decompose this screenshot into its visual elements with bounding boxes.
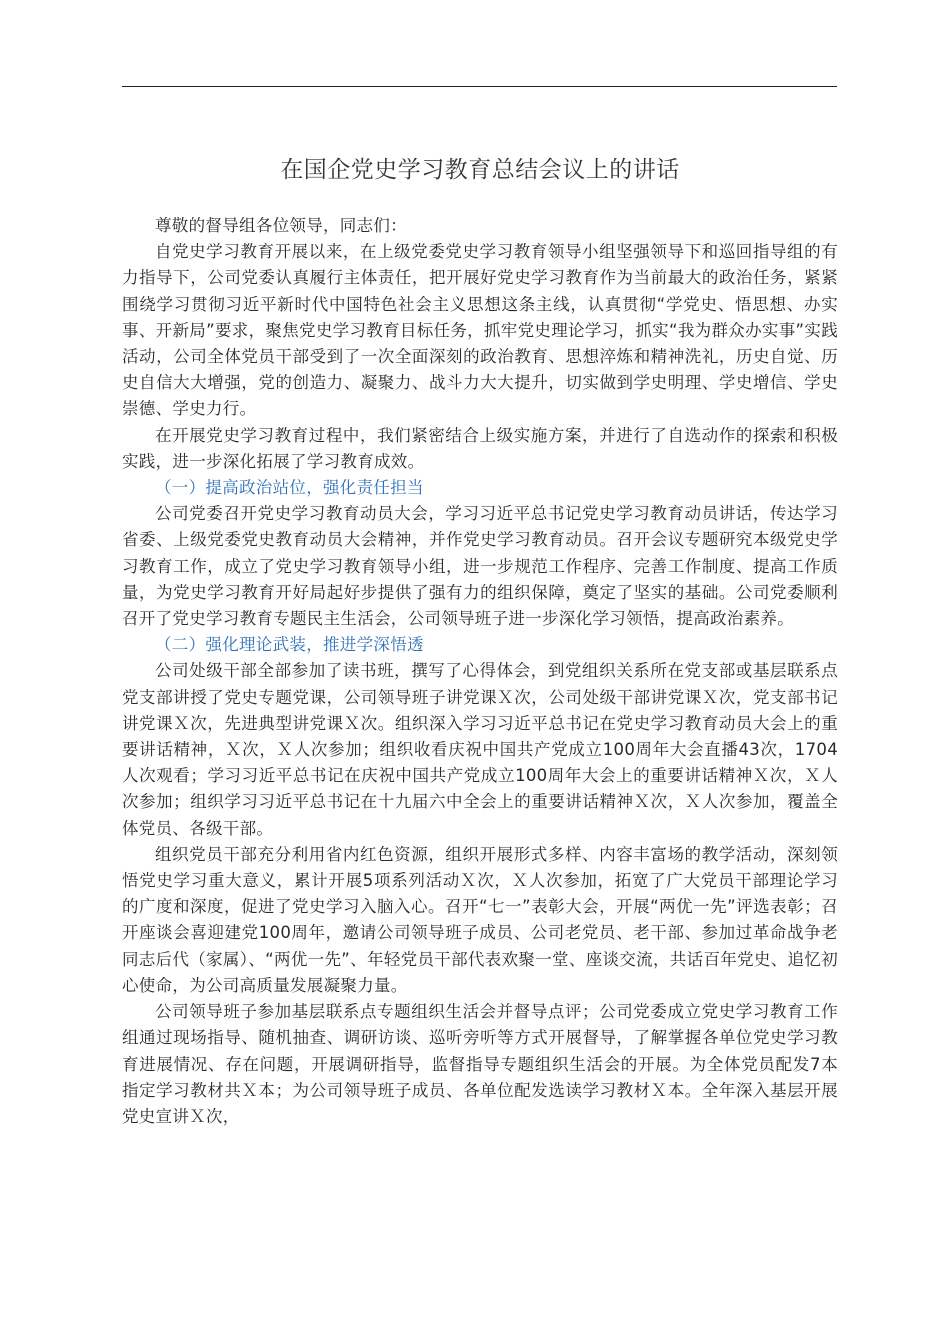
document-title: 在国企党史学习教育总结会议上的讲话 bbox=[280, 157, 680, 183]
paragraph-section-2-a: 公司处级干部全部参加了读书班，撰写了心得体会，到党组织关系所在党支部或基层联系点党支部讲授了党史专题党课，公司领导班子讲党课Ｘ次，公司处级干部讲党课Ｘ次，党支部书记讲党课Ｘ次，先进典型讲党课Ｘ次。组织深入学习习近平总书记在党史学习教育动员大会上的重要讲话精神，Ｘ次，Ｘ人次参加；组织收看庆祝中国共产党成立100周年大会直播43次，1704人次观看；学习习近平总书记在庆祝中国共产党成立100周年大会上的重要讲话精神Ｘ次，Ｘ人次参加；组织学习习近平总书记在十九届六中全会上的重要讲话精神Ｘ次，Ｘ人次参加，覆盖全体党员、各级干部。 bbox=[122, 661, 838, 838]
paragraph-overview: 在开展党史学习教育过程中，我们紧密结合上级实施方案，并进行了自选动作的探索和积极实践，进一步深化拓展了学习教育成效。 bbox=[122, 425, 838, 471]
greeting: 尊敬的督导组各位领导，同志们： bbox=[155, 216, 407, 235]
paragraph-section-2-c: 公司领导班子参加基层联系点专题组织生活会并督导点评；公司党委成立党史学习教育工作组通过现场指导、随机抽查、调研访谈、巡听旁听等方式开展督导，了解掌握各单位党史学习教育进展情况、存在问题，开展调研指导，监督指导专题组织生活会的开展。为全体党员配发7本指定学习教材共Ｘ本；为公司领导班子成员、各单位配发选读学习教材Ｘ本。全年深入基层开展党史宣讲Ｘ次， bbox=[122, 1002, 838, 1126]
paragraph-intro: 自党史学习教育开展以来，在上级党委党史学习教育领导小组坚强领导下和巡回指导组的有力指导下，公司党委认真履行主体责任，把开展好党史学习教育作为当前最大的政治任务，紧紧围绕学习贯彻习近平新时代中国特色社会主义思想这条主线，认真贯彻“学党史、悟思想、办实事、开新局”要求，聚焦党史学习教育目标任务，抓牢党史理论学习，抓实“我为群众办实事”实践活动，公司全体党员干部受到了一次全面深刻的政治教育、思想淬炼和精神洗礼，历史自觉、历史自信大大增强，党的创造力、凝聚力、战斗力大大提升，切实做到学史明理、学史增信、学史崇德、学史力行。 bbox=[122, 242, 838, 419]
paragraph-section-1: 公司党委召开党史学习教育动员大会，学习习近平总书记党史学习教育动员讲话，传达学习省委、上级党委党史教育动员大会精神，并作党史学习教育动员。召开会议专题研究本级党史学习教育工作，成立了党史学习教育领导小组，进一步规范工作程序、完善工作制度、提高工作质量，为党史学习教育开好局起好步提供了强有力的组织保障，奠定了坚实的基础。公司党委顺利召开了党史学习教育专题民主生活会，公司领导班子进一步深化学习领悟，提高政治素养。 bbox=[122, 504, 838, 629]
section-heading-2: （二）强化理论武装，推进学深悟透 bbox=[155, 635, 424, 655]
document-body bbox=[122, 213, 838, 1130]
section-heading-1: （一）提高政治站位，强化责任担当 bbox=[155, 478, 424, 498]
paragraph-section-2-b: 组织党员干部充分利用省内红色资源，组织开展形式多样、内容丰富场的教学活动，深刻领悟党史学习重大意义，累计开展5项系列活动Ｘ次，Ｘ人次参加，拓宽了广大党员干部理论学习的广度和深度，促进了党史学习入脑入心。召开“七一”表彰大会，开展“两优一先”评选表彰；召开座谈会喜迎建党100周年，邀请公司领导班子成员、公司老党员、老干部、参加过革命战争老同志后代（家属）、“两优一先”、年轻党员干部代表欢聚一堂、座谈交流，共话百年党史、追忆初心使命，为公司高质量发展凝聚力量。 bbox=[122, 844, 838, 995]
header-rule bbox=[122, 86, 837, 87]
